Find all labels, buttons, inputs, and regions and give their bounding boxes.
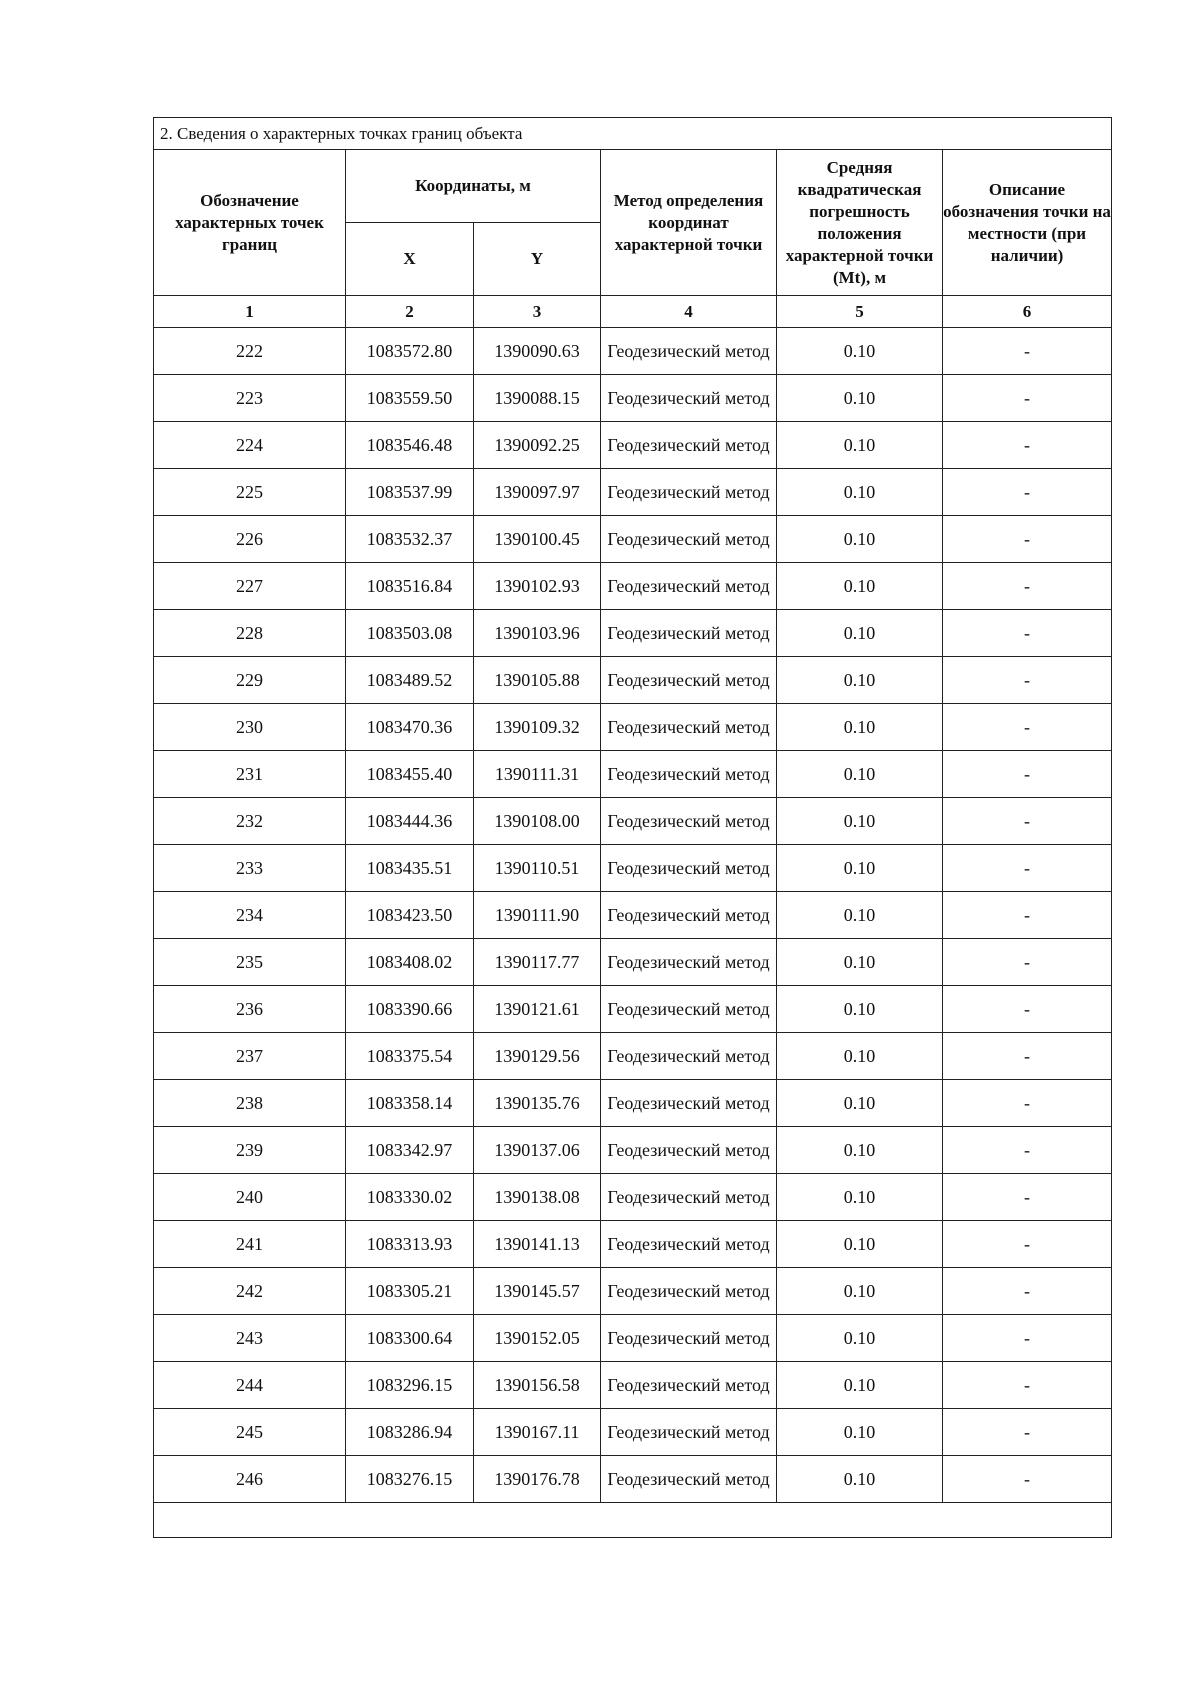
cell-point: 238 <box>154 1080 346 1127</box>
cell-point: 241 <box>154 1221 346 1268</box>
cell-method: Геодезический метод <box>601 1268 777 1315</box>
cell-x: 1083546.48 <box>346 422 474 469</box>
cell-y: 1390109.32 <box>474 704 601 751</box>
header-point: Обозначение характерных точек границ <box>154 150 346 296</box>
table-row <box>154 892 1112 939</box>
cell-x: 1083408.02 <box>346 939 474 986</box>
cell-y: 1390088.15 <box>474 375 601 422</box>
cell-method: Геодезический метод <box>601 375 777 422</box>
table-row <box>154 1033 1112 1080</box>
cell-x: 1083423.50 <box>346 892 474 939</box>
cell-point: 234 <box>154 892 346 939</box>
cell-method: Геодезический метод <box>601 563 777 610</box>
table-row <box>154 1315 1112 1362</box>
cell-error: 0.10 <box>777 892 943 939</box>
column-number: 5 <box>777 296 943 328</box>
cell-description: - <box>943 986 1112 1033</box>
cell-y: 1390137.06 <box>474 1127 601 1174</box>
cell-error: 0.10 <box>777 1127 943 1174</box>
cell-x: 1083572.80 <box>346 328 474 375</box>
cell-method: Геодезический метод <box>601 1409 777 1456</box>
table-caption: 2. Сведения о характерных точках границ объекта <box>154 118 1112 150</box>
cell-y: 1390141.13 <box>474 1221 601 1268</box>
cell-error: 0.10 <box>777 986 943 1033</box>
cell-point: 242 <box>154 1268 346 1315</box>
cell-x: 1083532.37 <box>346 516 474 563</box>
table-row <box>154 422 1112 469</box>
cell-method: Геодезический метод <box>601 610 777 657</box>
cell-method: Геодезический метод <box>601 516 777 563</box>
column-number-row <box>154 296 1112 328</box>
cell-error: 0.10 <box>777 1033 943 1080</box>
cell-error: 0.10 <box>777 751 943 798</box>
column-number: 6 <box>943 296 1112 328</box>
cell-error: 0.10 <box>777 1174 943 1221</box>
cell-description: - <box>943 1033 1112 1080</box>
cell-point: 228 <box>154 610 346 657</box>
cell-y: 1390100.45 <box>474 516 601 563</box>
cell-method: Геодезический метод <box>601 845 777 892</box>
cell-point: 244 <box>154 1362 346 1409</box>
column-number: 1 <box>154 296 346 328</box>
cell-point: 246 <box>154 1456 346 1503</box>
cell-error: 0.10 <box>777 939 943 986</box>
cell-method: Геодезический метод <box>601 1221 777 1268</box>
cell-description: - <box>943 1409 1112 1456</box>
cell-y: 1390111.31 <box>474 751 601 798</box>
cell-error: 0.10 <box>777 657 943 704</box>
cell-description: - <box>943 1080 1112 1127</box>
cell-method: Геодезический метод <box>601 892 777 939</box>
cell-y: 1390129.56 <box>474 1033 601 1080</box>
header-y: Y <box>474 223 601 296</box>
cell-point: 239 <box>154 1127 346 1174</box>
cell-x: 1083503.08 <box>346 610 474 657</box>
cell-description: - <box>943 328 1112 375</box>
cell-description: - <box>943 845 1112 892</box>
cell-description: - <box>943 1268 1112 1315</box>
cell-point: 236 <box>154 986 346 1033</box>
cell-point: 229 <box>154 657 346 704</box>
cell-description: - <box>943 375 1112 422</box>
cell-error: 0.10 <box>777 1315 943 1362</box>
cell-y: 1390097.97 <box>474 469 601 516</box>
cell-description: - <box>943 1174 1112 1221</box>
header-coords: Координаты, м <box>346 150 601 223</box>
cell-description: - <box>943 469 1112 516</box>
table-row <box>154 751 1112 798</box>
cell-error: 0.10 <box>777 704 943 751</box>
cell-description: - <box>943 939 1112 986</box>
cell-method: Геодезический метод <box>601 986 777 1033</box>
cell-method: Геодезический метод <box>601 939 777 986</box>
cell-description: - <box>943 516 1112 563</box>
column-number: 2 <box>346 296 474 328</box>
cell-y: 1390092.25 <box>474 422 601 469</box>
header-method: Метод определения координат характерной точки <box>601 150 777 296</box>
cell-x: 1083286.94 <box>346 1409 474 1456</box>
table-row <box>154 469 1112 516</box>
table-row <box>154 516 1112 563</box>
cell-y: 1390105.88 <box>474 657 601 704</box>
table-row <box>154 375 1112 422</box>
cell-method: Геодезический метод <box>601 1456 777 1503</box>
cell-y: 1390103.96 <box>474 610 601 657</box>
cell-x: 1083358.14 <box>346 1080 474 1127</box>
cell-point: 232 <box>154 798 346 845</box>
column-number: 3 <box>474 296 601 328</box>
cell-point: 231 <box>154 751 346 798</box>
table-row <box>154 328 1112 375</box>
cell-point: 226 <box>154 516 346 563</box>
cell-point: 225 <box>154 469 346 516</box>
cell-y: 1390110.51 <box>474 845 601 892</box>
table-row <box>154 1362 1112 1409</box>
cell-y: 1390108.00 <box>474 798 601 845</box>
cell-point: 224 <box>154 422 346 469</box>
cell-method: Геодезический метод <box>601 798 777 845</box>
cell-y: 1390145.57 <box>474 1268 601 1315</box>
cell-method: Геодезический метод <box>601 1362 777 1409</box>
cell-method: Геодезический метод <box>601 328 777 375</box>
table-row <box>154 1409 1112 1456</box>
cell-error: 0.10 <box>777 1362 943 1409</box>
cell-y: 1390102.93 <box>474 563 601 610</box>
cell-point: 230 <box>154 704 346 751</box>
cell-method: Геодезический метод <box>601 1033 777 1080</box>
cell-x: 1083300.64 <box>346 1315 474 1362</box>
cell-description: - <box>943 1456 1112 1503</box>
cell-y: 1390117.77 <box>474 939 601 986</box>
cell-y: 1390156.58 <box>474 1362 601 1409</box>
cell-point: 240 <box>154 1174 346 1221</box>
cell-error: 0.10 <box>777 1409 943 1456</box>
cell-error: 0.10 <box>777 610 943 657</box>
cell-description: - <box>943 798 1112 845</box>
cell-description: - <box>943 1221 1112 1268</box>
empty-footer-row <box>154 1503 1112 1538</box>
table-row <box>154 986 1112 1033</box>
cell-y: 1390138.08 <box>474 1174 601 1221</box>
cell-y: 1390135.76 <box>474 1080 601 1127</box>
table-row <box>154 1456 1112 1503</box>
table-row <box>154 563 1112 610</box>
cell-point: 235 <box>154 939 346 986</box>
cell-method: Геодезический метод <box>601 1174 777 1221</box>
cell-y: 1390121.61 <box>474 986 601 1033</box>
cell-x: 1083516.84 <box>346 563 474 610</box>
cell-point: 227 <box>154 563 346 610</box>
cell-error: 0.10 <box>777 375 943 422</box>
cell-error: 0.10 <box>777 798 943 845</box>
cell-x: 1083305.21 <box>346 1268 474 1315</box>
cell-description: - <box>943 422 1112 469</box>
table-row <box>154 798 1112 845</box>
cell-x: 1083296.15 <box>346 1362 474 1409</box>
cell-x: 1083559.50 <box>346 375 474 422</box>
table-row <box>154 1221 1112 1268</box>
cell-error: 0.10 <box>777 1080 943 1127</box>
cell-x: 1083489.52 <box>346 657 474 704</box>
cell-x: 1083330.02 <box>346 1174 474 1221</box>
cell-point: 223 <box>154 375 346 422</box>
empty-cell <box>154 1503 1112 1538</box>
cell-error: 0.10 <box>777 563 943 610</box>
cell-error: 0.10 <box>777 1268 943 1315</box>
cell-description: - <box>943 1315 1112 1362</box>
header-x: X <box>346 223 474 296</box>
cell-error: 0.10 <box>777 1221 943 1268</box>
table-row <box>154 610 1112 657</box>
table-row <box>154 704 1112 751</box>
cell-method: Геодезический метод <box>601 1127 777 1174</box>
cell-method: Геодезический метод <box>601 751 777 798</box>
cell-description: - <box>943 563 1112 610</box>
cell-point: 245 <box>154 1409 346 1456</box>
table-row <box>154 1174 1112 1221</box>
cell-description: - <box>943 704 1112 751</box>
cell-method: Геодезический метод <box>601 704 777 751</box>
header-error: Средняя квадратическая погрешность положения характерной точки (Mt), м <box>777 150 943 296</box>
table-row <box>154 1268 1112 1315</box>
table-row <box>154 939 1112 986</box>
cell-x: 1083435.51 <box>346 845 474 892</box>
cell-x: 1083375.54 <box>346 1033 474 1080</box>
cell-x: 1083276.15 <box>346 1456 474 1503</box>
document-sheet <box>153 117 1111 1538</box>
cell-method: Геодезический метод <box>601 657 777 704</box>
cell-x: 1083444.36 <box>346 798 474 845</box>
cell-y: 1390167.11 <box>474 1409 601 1456</box>
cell-description: - <box>943 657 1112 704</box>
cell-method: Геодезический метод <box>601 1080 777 1127</box>
cell-description: - <box>943 1362 1112 1409</box>
cell-method: Геодезический метод <box>601 1315 777 1362</box>
cell-error: 0.10 <box>777 328 943 375</box>
cell-x: 1083455.40 <box>346 751 474 798</box>
cell-error: 0.10 <box>777 1456 943 1503</box>
cell-error: 0.10 <box>777 469 943 516</box>
cell-description: - <box>943 610 1112 657</box>
cell-x: 1083390.66 <box>346 986 474 1033</box>
cell-point: 243 <box>154 1315 346 1362</box>
table-row <box>154 1080 1112 1127</box>
cell-x: 1083470.36 <box>346 704 474 751</box>
cell-point: 222 <box>154 328 346 375</box>
table-row <box>154 1127 1112 1174</box>
points-table <box>153 117 1112 1538</box>
cell-method: Геодезический метод <box>601 422 777 469</box>
cell-y: 1390152.05 <box>474 1315 601 1362</box>
cell-point: 233 <box>154 845 346 892</box>
cell-error: 0.10 <box>777 845 943 892</box>
cell-y: 1390176.78 <box>474 1456 601 1503</box>
cell-method: Геодезический метод <box>601 469 777 516</box>
table-row <box>154 657 1112 704</box>
cell-x: 1083342.97 <box>346 1127 474 1174</box>
cell-x: 1083537.99 <box>346 469 474 516</box>
cell-x: 1083313.93 <box>346 1221 474 1268</box>
cell-point: 237 <box>154 1033 346 1080</box>
header-description: Описание обозначения точки на местности (при наличии) <box>943 150 1112 296</box>
cell-description: - <box>943 751 1112 798</box>
column-number: 4 <box>601 296 777 328</box>
cell-description: - <box>943 1127 1112 1174</box>
cell-error: 0.10 <box>777 516 943 563</box>
table-body <box>154 328 1112 1503</box>
cell-y: 1390111.90 <box>474 892 601 939</box>
cell-y: 1390090.63 <box>474 328 601 375</box>
cell-description: - <box>943 892 1112 939</box>
cell-error: 0.10 <box>777 422 943 469</box>
table-row <box>154 845 1112 892</box>
